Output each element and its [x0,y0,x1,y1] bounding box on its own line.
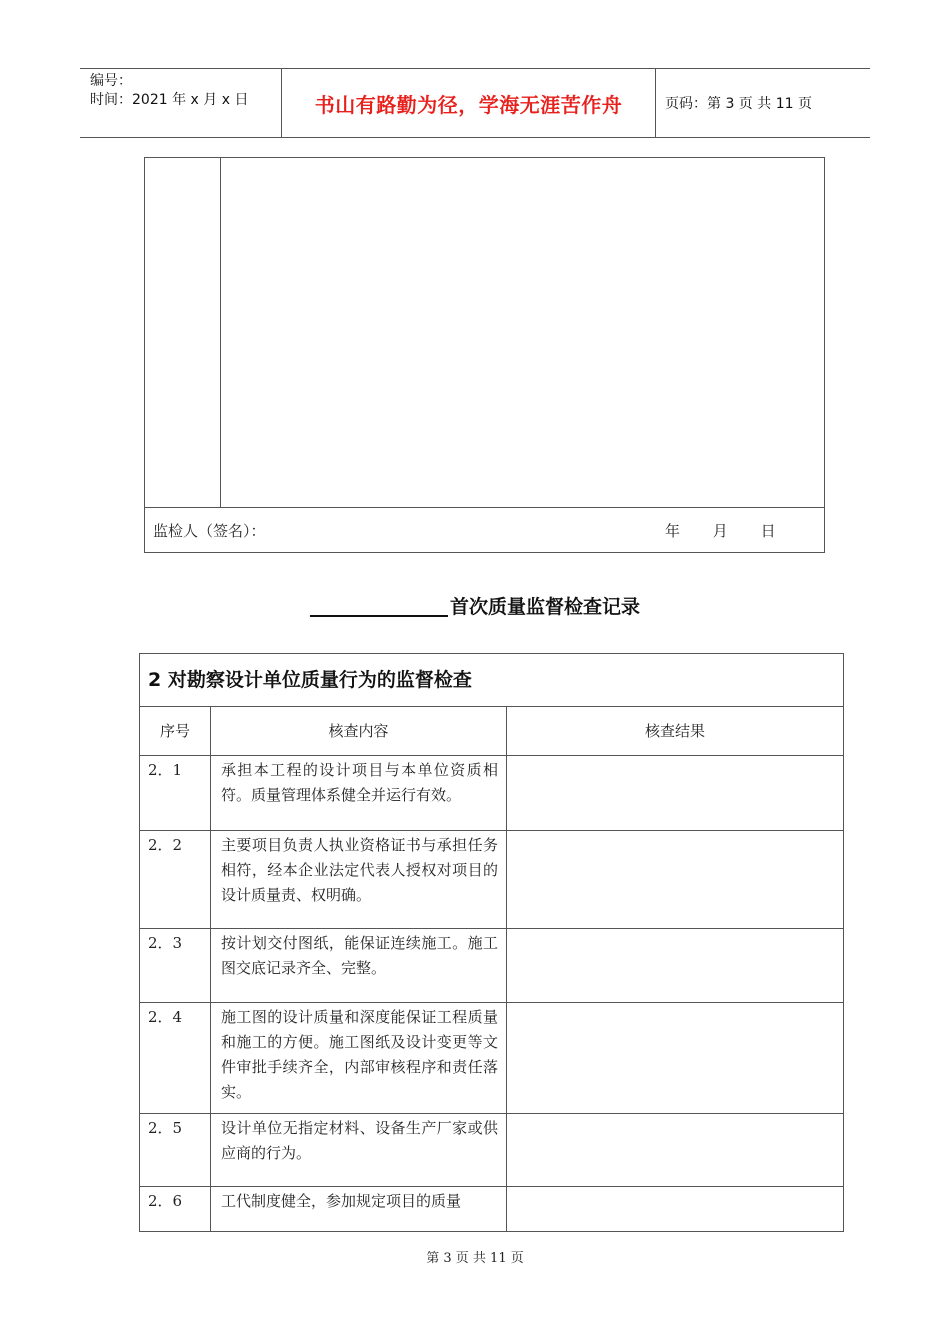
header-slogan-cell [281,69,656,137]
row-result-cell[interactable] [507,929,844,1003]
header-page-cell [655,69,870,137]
row-number: 2．2 [140,831,211,929]
header-page-code: 页码：第 3 页 共 11 页 [665,96,812,112]
section-heading: 2 对勘察设计单位质量行为的监督检查 [140,654,844,707]
row-content: 主要项目负责人执业资格证书与承担任务相符，经本企业法定代表人授权对项目的设计质量责、权明确。 [211,831,507,929]
table-row [140,831,844,929]
signature-date [665,520,804,541]
row-content: 承担本工程的设计项目与本单位资质相符。质量管理体系健全并运行有效。 [211,756,507,831]
inspection-table [139,653,844,1232]
column-header-content: 核查内容 [211,707,507,756]
date-year-label: 年 [665,522,681,540]
record-title [0,592,950,619]
inspector-signature-label: 监检人（签名）： [153,522,266,540]
notes-box-divider [220,158,221,507]
date-day-label: 日 [760,522,776,540]
row-content: 设计单位无指定材料、设备生产厂家或供应商的行为。 [211,1114,507,1187]
row-number: 2．1 [140,756,211,831]
row-result-cell[interactable] [507,1187,844,1232]
column-header-number: 序号 [140,707,211,756]
row-content: 施工图的设计质量和深度能保证工程质量和施工的方便。施工图纸及设计变更等文件审批手续齐全，内部审核程序和责任落实。 [211,1003,507,1114]
inspection-notes-box [144,157,825,553]
table-row [140,1114,844,1187]
row-number: 2．6 [140,1187,211,1232]
table-row [140,1003,844,1114]
row-result-cell[interactable] [507,1114,844,1187]
document-time-label: 时间：2021 年 x 月 x 日 [90,92,249,108]
notes-box-separator [145,507,824,508]
date-month-label: 月 [712,522,728,540]
header-meta-cell [80,69,280,137]
title-blank-line [310,595,448,617]
page-footer: 第 3 页 共 11 页 [426,1251,524,1266]
table-header-row [140,707,844,756]
row-result-cell[interactable] [507,756,844,831]
record-title-text: 首次质量监督检查记录 [449,596,640,618]
page-header [80,68,870,138]
table-row [140,1187,844,1232]
column-header-result: 核查结果 [507,707,844,756]
row-number: 2．5 [140,1114,211,1187]
header-slogan: 书山有路勤为径，学海无涯苦作舟 [314,92,623,117]
row-content: 按计划交付图纸，能保证连续施工。施工图交底记录齐全、完整。 [211,929,507,1003]
table-row [140,756,844,831]
row-number: 2．3 [140,929,211,1003]
row-number: 2．4 [140,1003,211,1114]
row-result-cell[interactable] [507,1003,844,1114]
document-number-label: 编号： [90,73,132,89]
table-row [140,929,844,1003]
row-result-cell[interactable] [507,831,844,929]
row-content: 工代制度健全，参加规定项目的质量 [211,1187,507,1232]
